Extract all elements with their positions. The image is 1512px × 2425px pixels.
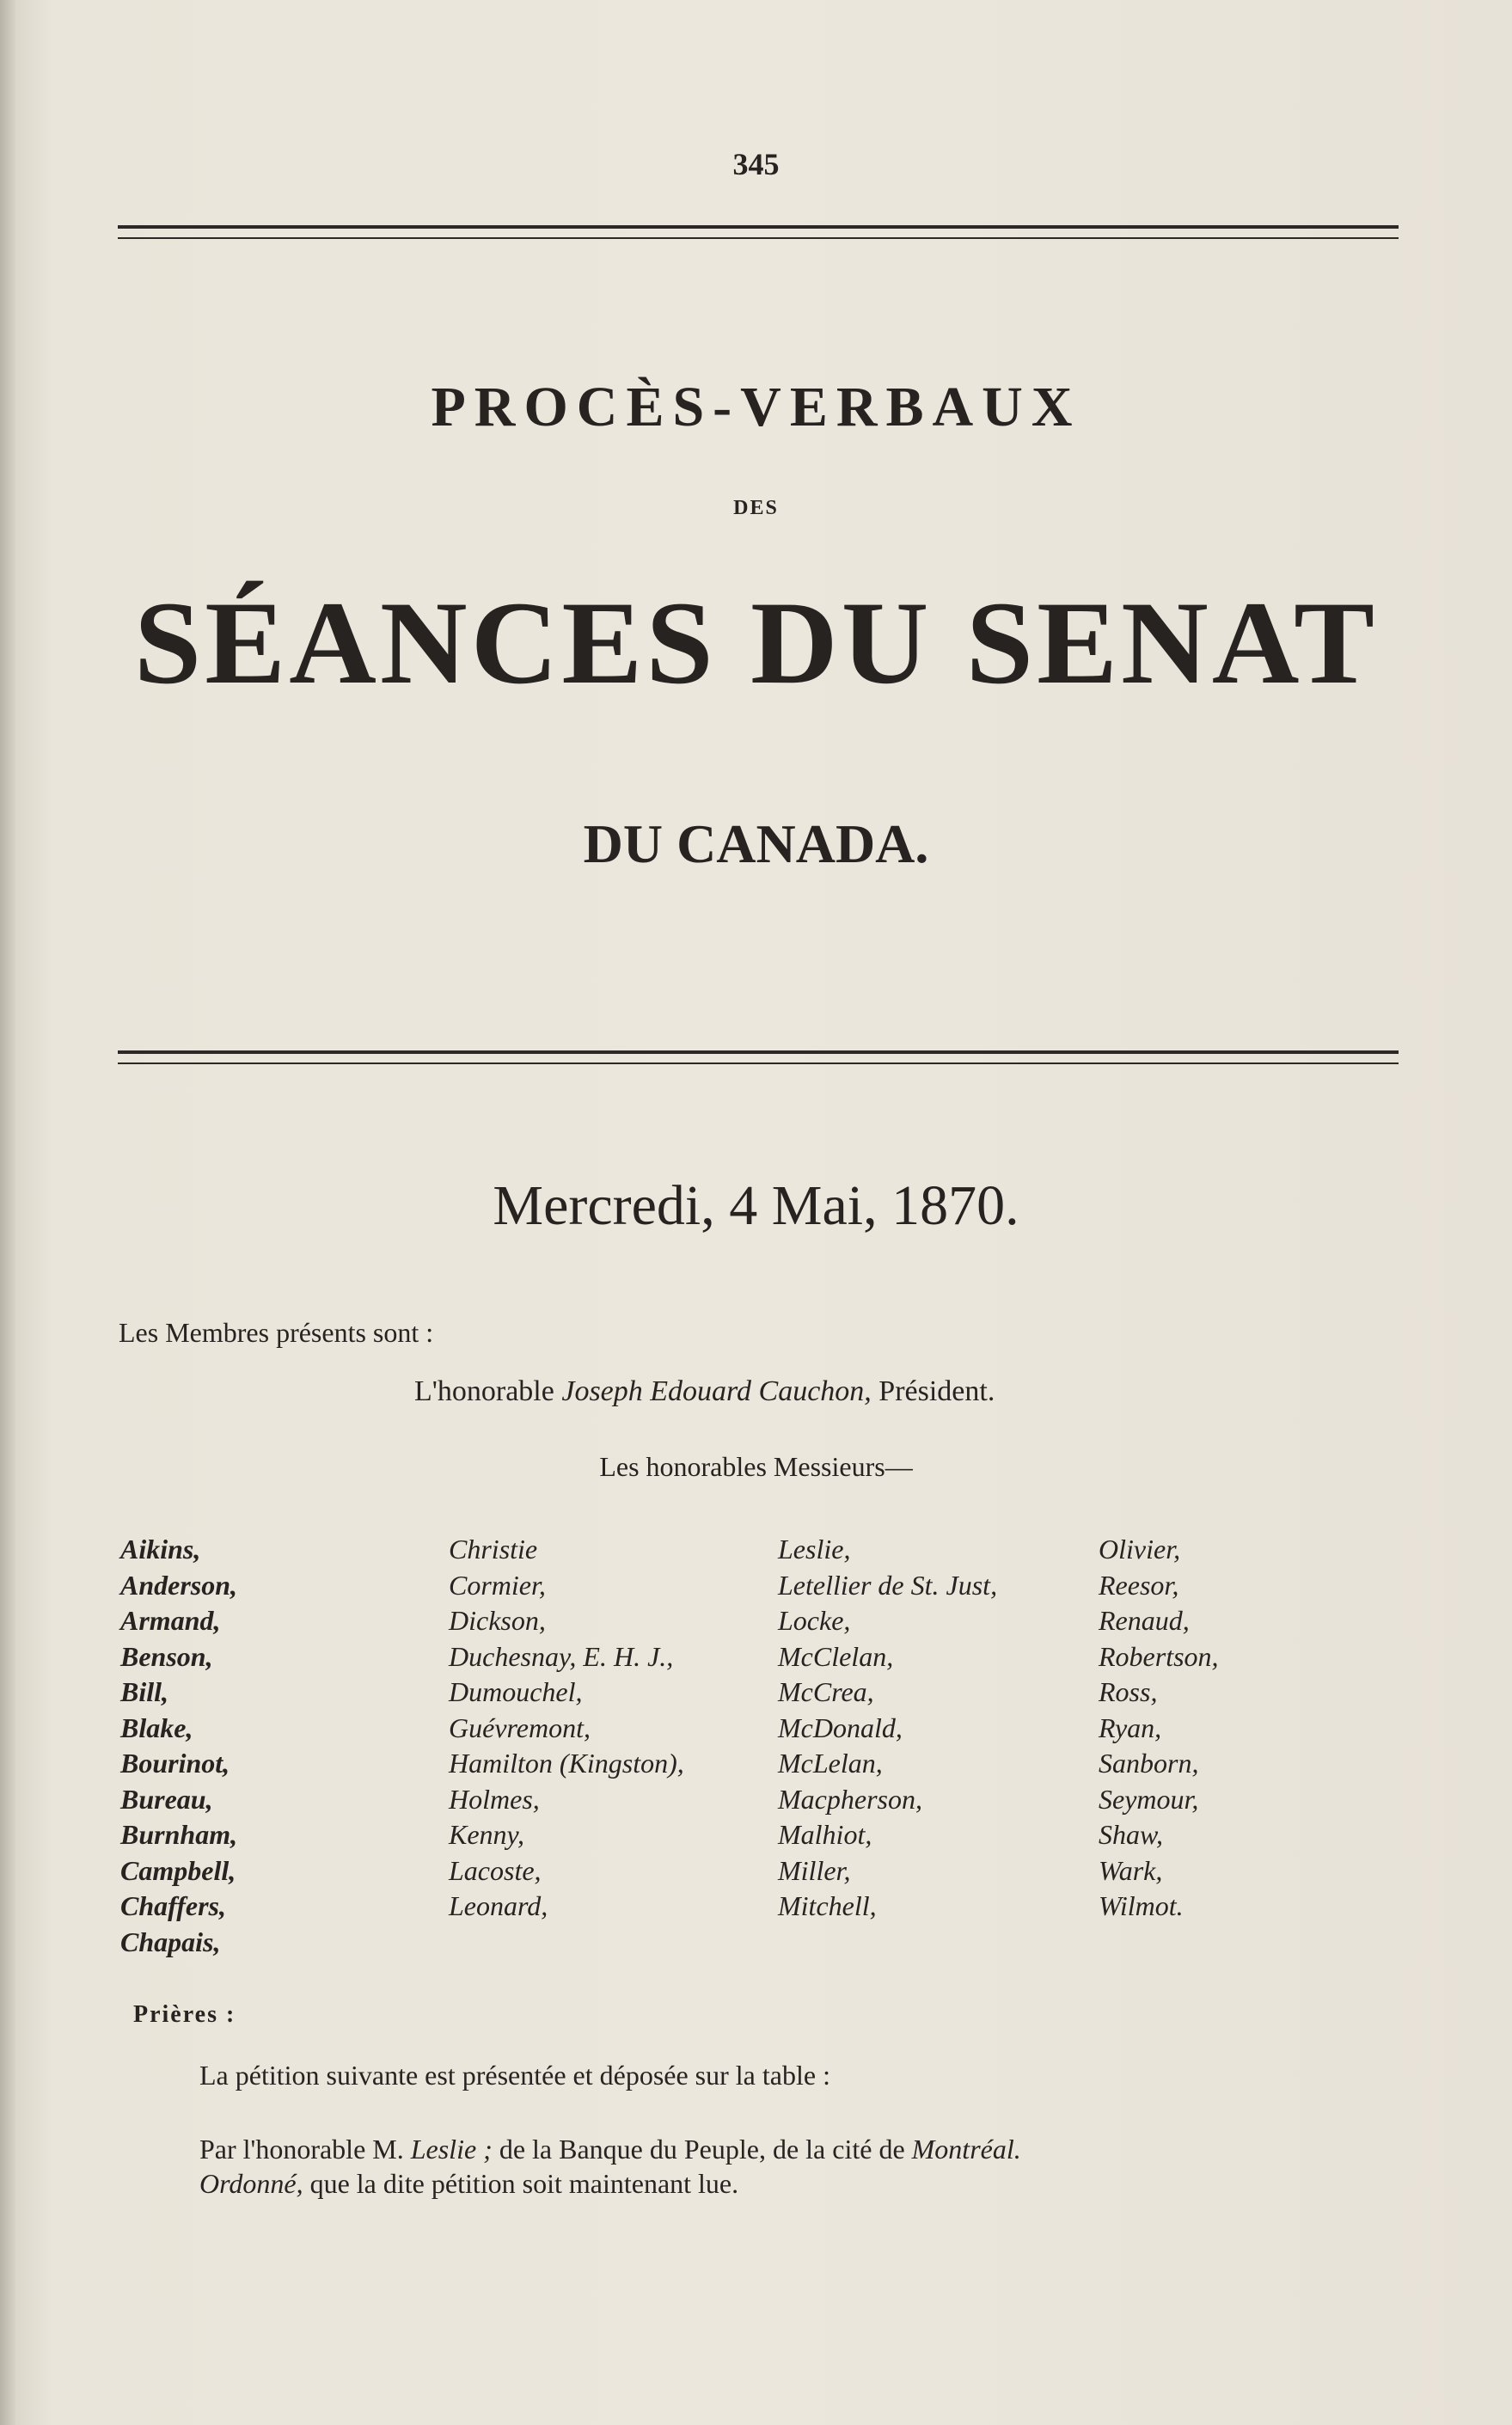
member-name: McCrea, — [778, 1676, 874, 1707]
middle-double-rule — [118, 1050, 1399, 1064]
member-name: Burnham, — [120, 1819, 238, 1850]
member-name: Guévremont, — [449, 1712, 591, 1743]
member-name: Reesor, — [1099, 1569, 1179, 1601]
member-name: Armand, — [120, 1605, 221, 1636]
member-name: Kenny, — [449, 1819, 524, 1850]
petition-detail-line — [199, 2134, 1021, 2165]
messieurs-heading: Les honorables Messieurs— — [599, 1451, 913, 1482]
member-name: Christie — [449, 1534, 538, 1565]
title-du-canada: DU CANADA. — [583, 813, 929, 874]
members-column-2 — [449, 1532, 684, 1925]
member-name: Holmes, — [449, 1783, 540, 1815]
president-name: Joseph Edouard Cauchon, — [561, 1375, 872, 1407]
member-name: McDonald, — [778, 1712, 903, 1743]
member-name: Letellier de St. Just, — [778, 1569, 998, 1601]
member-name: Anderson, — [120, 1569, 238, 1601]
petition-city: Montréal. — [911, 2134, 1021, 2165]
member-name: Sanborn, — [1099, 1748, 1199, 1779]
member-name: Robertson, — [1099, 1640, 1219, 1672]
member-name: Leonard, — [449, 1890, 548, 1921]
title-des: DES — [733, 497, 779, 519]
member-name: Benson, — [120, 1640, 213, 1672]
member-name: McLelan, — [778, 1748, 883, 1779]
member-name: Wilmot. — [1099, 1890, 1184, 1921]
member-name: Chapais, — [120, 1926, 221, 1957]
title-seances-du-senat: SÉANCES DU SENAT — [133, 577, 1379, 708]
member-name: Aikins, — [120, 1534, 201, 1565]
member-name: Wark, — [1099, 1854, 1163, 1886]
title-proces-verbaux: PROCÈS-VERBAUX — [431, 376, 1081, 438]
member-name: Campbell, — [120, 1854, 236, 1886]
ordonne-label: Ordonné, — [199, 2168, 303, 2199]
members-column-1 — [120, 1532, 237, 1960]
petition-paragraph: La pétition suivante est présentée et déposée sur la table : — [199, 2060, 830, 2091]
top-double-rule — [118, 225, 1399, 239]
member-name: Blake, — [120, 1712, 193, 1743]
member-name: Lacoste, — [449, 1854, 542, 1886]
member-name: Olivier, — [1099, 1534, 1181, 1565]
member-name: Locke, — [778, 1605, 851, 1636]
member-name: Miller, — [778, 1854, 851, 1886]
president-line — [414, 1375, 995, 1408]
member-name: Cormier, — [449, 1569, 546, 1601]
members-column-3 — [778, 1532, 997, 1925]
president-prefix: L'honorable — [414, 1375, 554, 1407]
page-number: 345 — [732, 147, 780, 181]
ordonne-rest: que la dite pétition soit maintenant lue. — [309, 2168, 739, 2199]
member-name: McClelan, — [778, 1640, 894, 1672]
member-name: Chaffers, — [120, 1890, 226, 1921]
member-name: Malhiot, — [778, 1819, 872, 1850]
member-name: Bill, — [120, 1676, 169, 1707]
session-date: Mercredi, 4 Mai, 1870. — [493, 1174, 1019, 1237]
member-name: Seymour, — [1099, 1783, 1199, 1815]
member-name: Shaw, — [1099, 1819, 1163, 1850]
prieres-heading: Prières : — [133, 2001, 236, 2028]
ordonne-line — [199, 2168, 738, 2200]
members-column-4 — [1099, 1532, 1219, 1925]
member-name: Dumouchel, — [449, 1676, 583, 1707]
member-name: Hamilton (Kingston), — [449, 1748, 684, 1779]
member-name: Bourinot, — [120, 1748, 230, 1779]
petition-member-name: Leslie ; — [410, 2134, 493, 2165]
member-name: Dickson, — [449, 1605, 546, 1636]
member-name: Renaud, — [1099, 1605, 1190, 1636]
member-name: Ross, — [1099, 1676, 1158, 1707]
member-name: Ryan, — [1099, 1712, 1162, 1743]
member-name: Bureau, — [120, 1783, 213, 1815]
petition-prefix: Par l'honorable M. — [199, 2134, 404, 2165]
president-role: Président. — [878, 1375, 995, 1407]
member-name: Leslie, — [778, 1534, 851, 1565]
member-name: Macpherson, — [778, 1783, 922, 1815]
member-name: Duchesnay, E. H. J., — [449, 1640, 674, 1672]
members-intro: Les Membres présents sont : — [119, 1317, 434, 1348]
petition-mid: de la Banque du Peuple, de la cité de — [499, 2134, 905, 2165]
member-name: Mitchell, — [778, 1890, 877, 1921]
